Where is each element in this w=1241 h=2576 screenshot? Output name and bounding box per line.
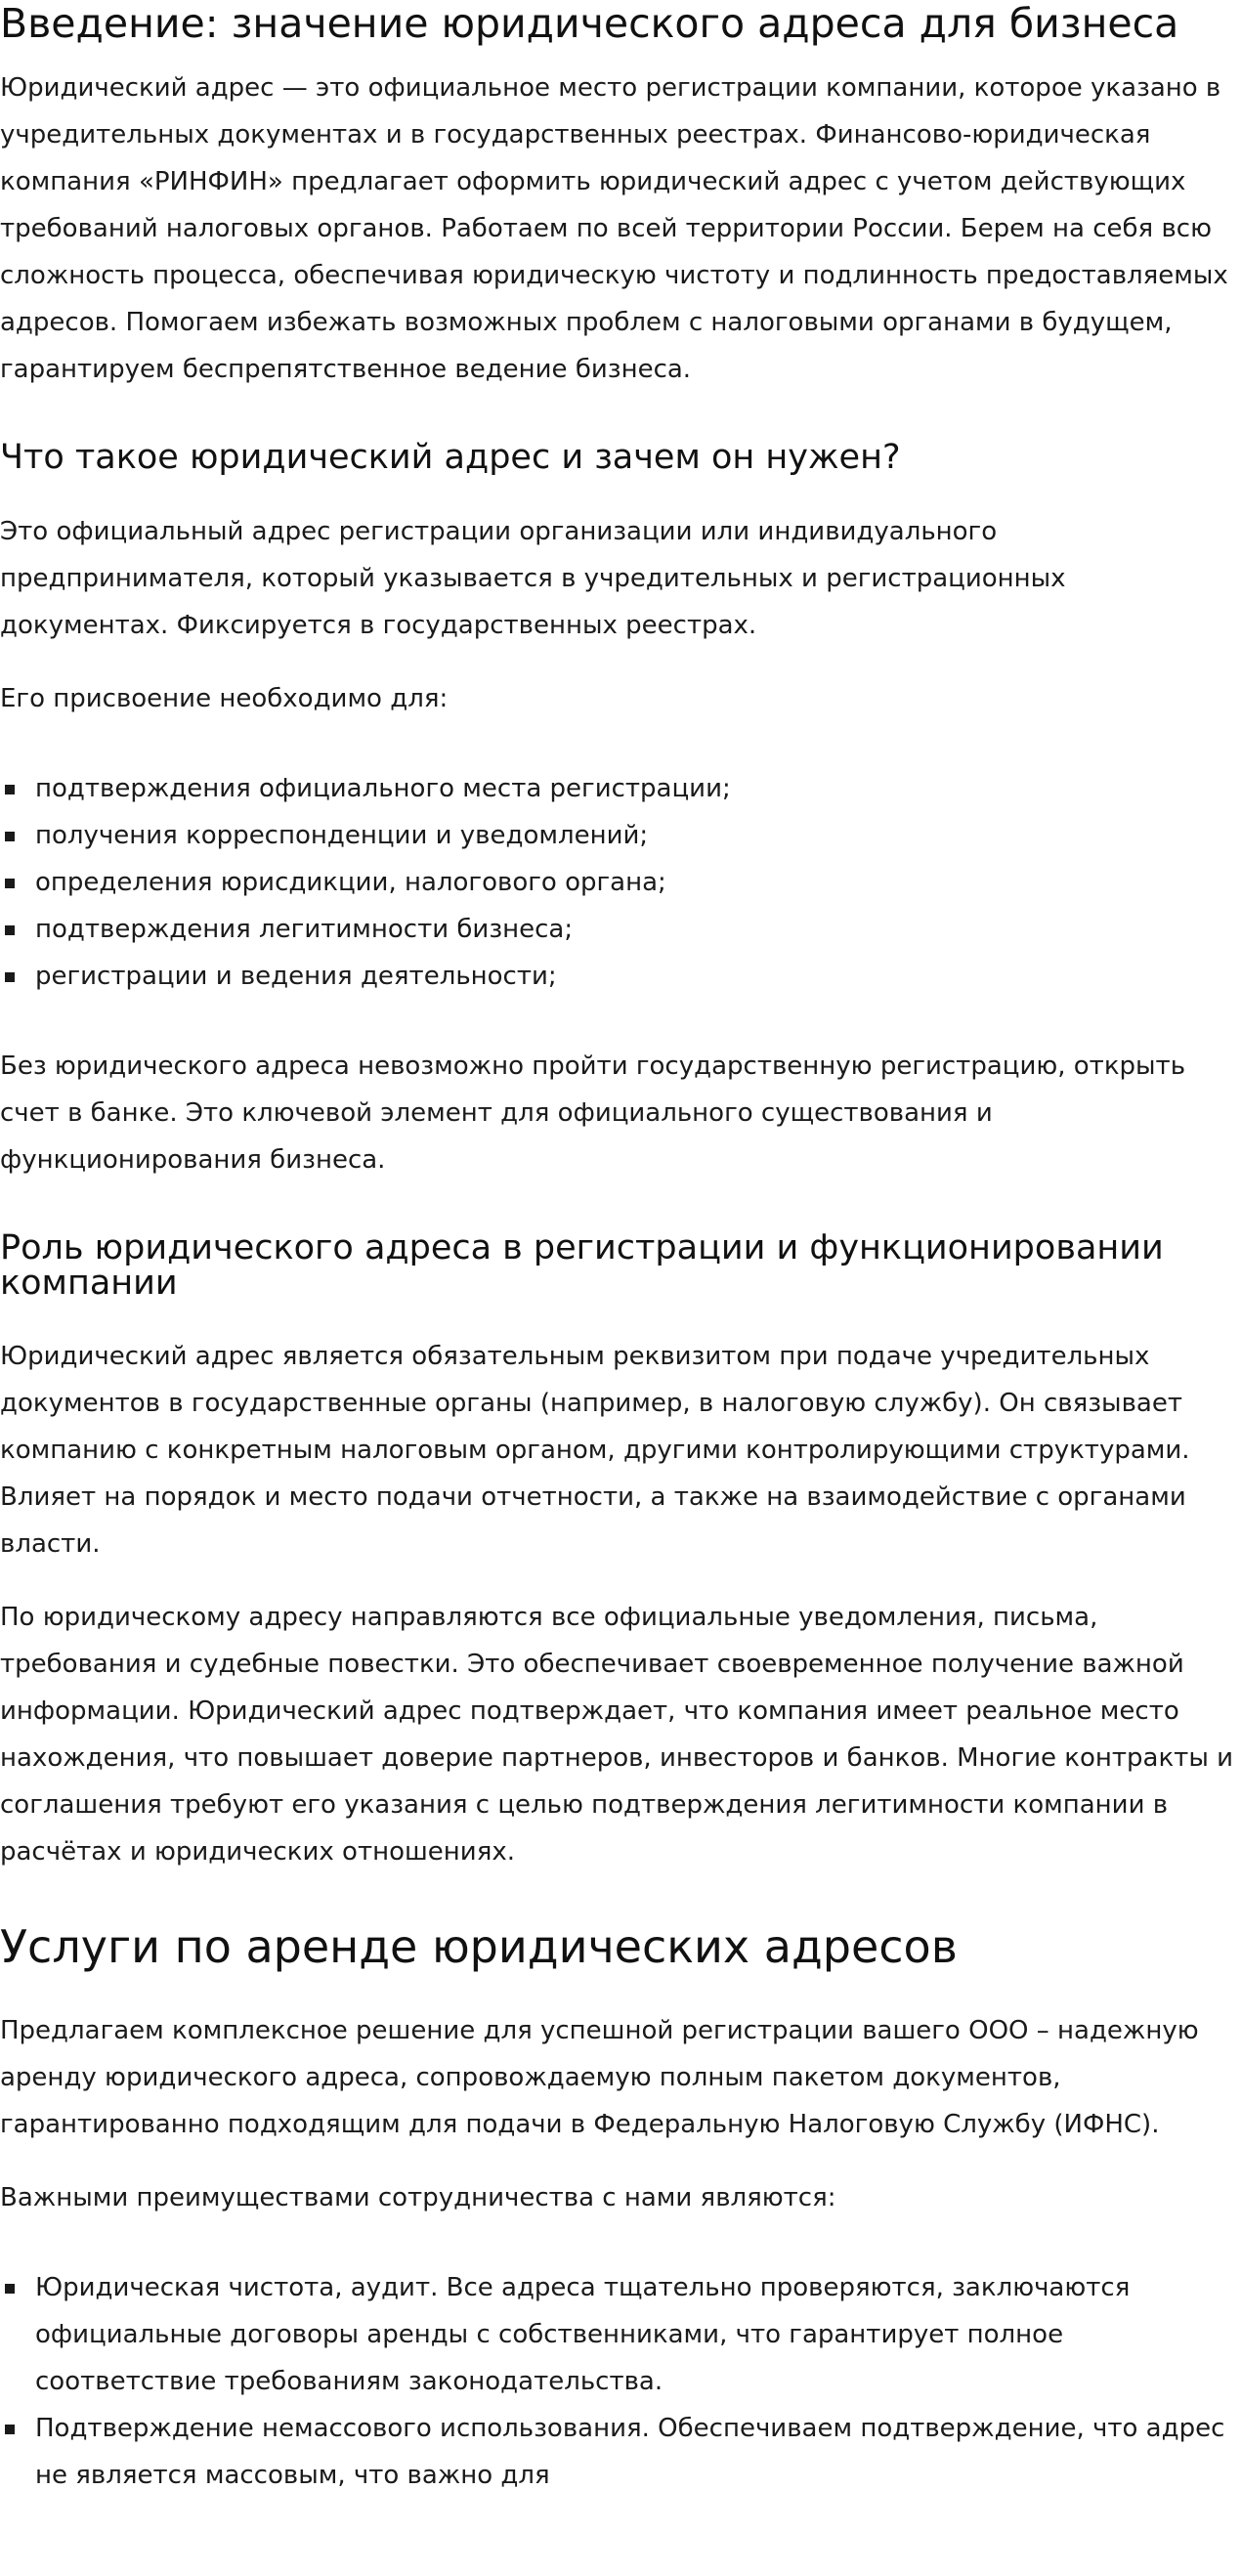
list-item: подтверждения официального места регистрации; — [0, 765, 1241, 812]
list-item: Юридическая чистота, аудит. Все адреса тщательно проверяются, заключаются официальные договоры аренды с собственниками, что гарантирует полное соответствие требованиям законодательства. — [0, 2264, 1241, 2405]
services-title: Услуги по аренде юридических адресов — [0, 1920, 958, 1973]
role-title: Роль юридического адреса в регистрации и функционировании компании — [0, 1228, 1164, 1303]
intro-paragraph: Юридический адрес — это официальное место регистрации компании, которое указано в учредительных документах и в государственных реестрах. Финансово-юридическая компания «РИНФИН» предлагает оформить юридический адрес с учетом действующих требований налоговых органов. Работаем по всей территории России. Берем на себя всю сложность процесса, обеспечивая юридическую чистоту и подлинность предоставляемых адресов. Помогаем избежать возможных проблем с налоговыми органами в будущем, гарантируем беспрепятственное ведение бизнеса. — [0, 73, 1228, 384]
services-paragraph-1: Предлагаем комплексное решение для успешной регистрации вашего ООО – надежную аренду юридического адреса, сопровождаемую полным пакетом документов, гарантированно подходящим для подачи в Федеральную Налоговую Службу (ИФНС). — [0, 2016, 1199, 2139]
what-is-paragraph-2: Его присвоение необходимо для: — [0, 684, 449, 713]
what-is-title: Что такое юридический адрес и зачем он нужен? — [0, 438, 901, 477]
list-item: определения юрисдикции, налогового органа; — [0, 859, 1241, 906]
list-item: получения корреспонденции и уведомлений; — [0, 812, 1241, 859]
what-is-paragraph-1: Это официальный адрес регистрации организации или индивидуального предпринимателя, который указывается в учредительных и регистрационных документах. Фиксируется в государственных реестрах. — [0, 517, 1066, 640]
list-item: Подтверждение немассового использования. Обеспечиваем подтверждение, что адрес не является массовым, что важно для — [0, 2405, 1241, 2499]
services-paragraph-2: Важными преимуществами сотрудничества с нами являются: — [0, 2183, 836, 2212]
role-paragraph-1: Юридический адрес является обязательным реквизитом при подаче учредительных документов в государственные органы (например, в налоговую службу). Он связывает компанию с конкретным налоговым органом, другими контролирующими структурами. Влияет на порядок и место подачи отчетности, а также на взаимодействие с органами власти. — [0, 1342, 1190, 1559]
purpose-list — [0, 765, 1241, 1000]
list-item: регистрации и ведения деятельности; — [0, 953, 1241, 1000]
list-item: подтверждения легитимности бизнеса; — [0, 906, 1241, 953]
advantages-list — [0, 2264, 1241, 2499]
what-is-paragraph-3: Без юридического адреса невозможно пройти государственную регистрацию, открыть счет в банке. Это ключевой элемент для официального существования и функционирования бизнеса. — [0, 1052, 1186, 1175]
intro-title: Введение: значение юридического адреса для бизнеса — [0, 0, 1179, 47]
role-paragraph-2: По юридическому адресу направляются все официальные уведомления, письма, требования и судебные повестки. Это обеспечивает своевременное получение важной информации. Юридический адрес подтверждает, что компания имеет реальное место нахождения, что повышает доверие партнеров, инвесторов и банков. Многие контракты и соглашения требуют его указания с целью подтверждения легитимности компании в расчётах и юридических отношениях. — [0, 1603, 1234, 1867]
